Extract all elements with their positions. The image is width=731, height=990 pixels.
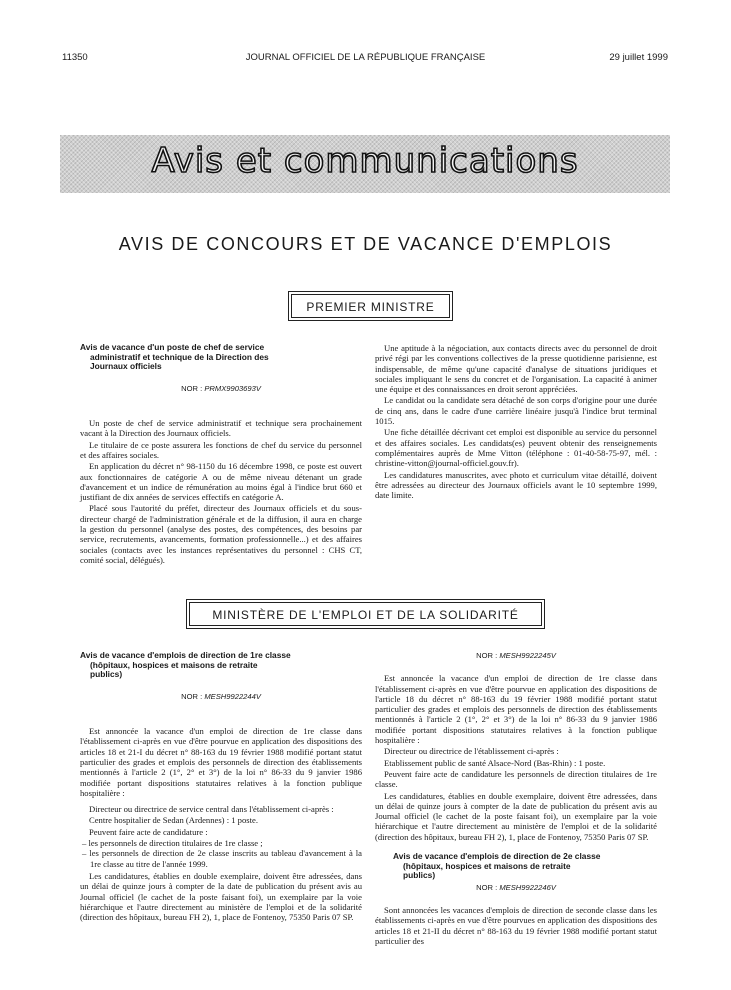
title-line: publics) [90, 669, 123, 680]
journal-title: JOURNAL OFFICIEL DE LA RÉPUBLIQUE FRANÇAISE [245, 52, 486, 63]
paragraph: Est annoncée la vacance d'un emploi de direction de 1re classe dans l'établissement ci-après en vue d'être pourvue en application des dispositions des articles 18 et 21-I du décret n° 88-163 du 19 février 1988 modifié portant statut particulier des grades et emplois des personnels de direction des établissements mentionnés à l'article 2 (1°, 2° et 3°) de la loi n° 86-33 du 9 janvier 1986 modifiée portant dispositions statutaires relatives à la fonction publique hospitalière : [80, 726, 362, 798]
banner [60, 135, 670, 193]
list-item: – les personnels de direction de 2e classe inscrits au tableau d'avancement à la 1re classe au titre de l'année 1999. [82, 848, 362, 869]
bullet-list [80, 838, 362, 869]
banner-title: Avis et communications [151, 141, 579, 181]
paragraph: Peuvent faire acte de candidature les personnels de direction titulaires de 1re classe. [375, 768, 657, 790]
paragraph: Les candidatures, établies en double exemplaire, doivent être adressées, dans un délai de quinze jours à compter de la date de publication du présent avis au Journal officiel (le cachet de la poste faisant foi), un exemplaire par la voie hiérarchique et l'autre directement au ministère de l'emploi et de la solidarité (direction des hôpitaux, bureau FH 2), 1, place de Fontenoy, 75350 Paris 07 SP. [80, 870, 362, 923]
section-title: AVIS DE CONCOURS ET DE VACANCE D'EMPLOIS [118, 234, 613, 254]
title-line: publics) [403, 870, 436, 881]
nor-reference: NOR : MESH9922244V [181, 691, 261, 701]
paragraph: Etablissement public de santé Alsace-Nord (Bas-Rhin) : 1 poste. [384, 757, 606, 768]
nor-code: MESH9922245V [499, 651, 556, 660]
nor-code: MESH9922246V [499, 882, 556, 892]
title-line: Avis de vacance d'emplois de direction de 2e classe [393, 851, 601, 862]
ministry-label: PREMIER MINISTRE [306, 300, 435, 314]
ministry-heading-emploi-solidarite [189, 602, 542, 626]
article-title [80, 651, 362, 680]
title-line: Journaux officiels [90, 361, 162, 372]
paragraph: Peuvent faire acte de candidature : [89, 826, 208, 837]
nor-reference: NOR : MESH9922245V [476, 651, 556, 660]
paragraph: Le candidat ou la candidate sera détaché de son corps d'origine pour une durée de cinq ans, dans le cadre d'une carrière linéaire jusqu'à l'indice brut terminal 1015. [375, 395, 657, 427]
paragraph: Une aptitude à la négociation, aux contacts directs avec du personnel de droit privé régi par les conventions collectives de la presse quotidienne parisienne, est indispensable, de même qu'une capacité d'analyse de situations juridiques et sociales impliquant le sens du concret et de l'organisation. La capacité à animer une équipe et des connaissances en droit seront appréciées. [375, 343, 657, 395]
paragraph: Centre hospitalier de Sedan (Ardennes) : 1 poste. [89, 815, 258, 826]
paragraph: Les candidatures manuscrites, avec photo et curriculum vitae détaillé, doivent être adressées au directeur des Journaux officiels avant le 10 septembre 1999, date limite. [375, 469, 657, 501]
paragraph: Placé sous l'autorité du préfet, directeur des Journaux officiels et du sous-directeur chargé de l'administration générale et de la diffusion, il aura en charge la gestion du personnel (analyse des postes, des compétences, des besoins par service, recrutements, avancements, formation professionnelle...) et des affaires sociales (contacts avec les instances représentatives du personnel : CHS CT, comité social, délégués). [80, 503, 362, 565]
ministry-label: MINISTÈRE DE L'EMPLOI ET DE LA SOLIDARITÉ [212, 608, 519, 622]
article-column [375, 343, 657, 501]
title-line: (hôpitaux, hospices et maisons de retraite [90, 659, 258, 670]
paragraph: Les candidatures, établies en double exemplaire, doivent être adressées, dans un délai de quinze jours à compter de la date de publication du présent avis au Journal officiel (le cachet de la poste faisant foi), un exemplaire par la voie hiérarchique et l'autre directement au ministère de l'emploi et de la solidarité (direction des hôpitaux, bureau FH 2), 1, place de Fontenoy, 75350 Paris 07 SP. [375, 790, 657, 842]
paragraph: Un poste de chef de service administratif et technique sera prochainement vacant à la Direction des Journaux officiels. [80, 418, 362, 439]
paragraph: En application du décret n° 98-1150 du 16 décembre 1998, ce poste est ouvert aux fonctionnaires de catégorie A ou de même niveau détenant un grade d'avancement et un indice de rémunération au moins égal à l'indice brut 660 et justifiant de dix années de services effectifs en catégorie A. [80, 461, 362, 503]
header-date: 29 juillet 1999 [609, 52, 668, 63]
article-column [375, 651, 657, 947]
paragraph: Directeur ou directrice de l'établissement ci-après : [384, 746, 559, 757]
nor-reference: NOR : MESH9922246V [476, 882, 556, 892]
page-number: 11350 [62, 52, 88, 63]
list-item: – les personnels de direction titulaires de 1re classe ; [82, 838, 263, 849]
title-line: Avis de vacance d'un poste de chef de service [80, 342, 265, 352]
article-title [375, 852, 657, 881]
title-line: administratif et technique de la Direction des [90, 351, 269, 362]
paragraph: Le titulaire de ce poste assurera les fonctions de chef du service du personnel et des affaires sociales. [80, 439, 362, 460]
article-column [80, 343, 362, 566]
paragraph: Est annoncée la vacance d'un emploi de direction de 1re classe dans l'établissement ci-après en vue d'être pourvue en application des dispositions de l'article 18 du décret n° 88-163 du 19 février 1988 modifié portant statut particulier des grades et emplois des personnels de direction des établissements mentionnés à l'article 2 (1°, 2° et 3°) de la loi n° 86-33 du 9 janvier 1986 modifiée portant dispositions statutaires relatives à la fonction publique hospitalière : [375, 673, 657, 746]
title-line: (hôpitaux, hospices et maisons de retraite [403, 860, 571, 871]
paragraph: Directeur ou directrice de service central dans l'établissement ci-après : [89, 804, 334, 815]
nor-code: PRMX9903693V [204, 383, 261, 393]
article-column [80, 651, 362, 923]
title-line: Avis de vacance d'emplois de direction de 1re classe [80, 650, 291, 660]
ministry-heading-premier-ministre [291, 294, 450, 318]
paragraph: Sont annoncées les vacances d'emplois de direction de seconde classe dans les établissements ci-après en vue d'être pourvues en application des dispositions des articles 18 et 21-II du décret n° 88-163 du 19 février 1988 modifié portant statut particulier des [375, 905, 657, 947]
nor-code: MESH9922244V [204, 691, 261, 701]
nor-reference: NOR : PRMX9903693V [181, 383, 261, 393]
paragraph: Une fiche détaillée décrivant cet emploi est disponible au service du personnel et des affaires sociales. Les candidats(es) peuvent obtenir des renseignements complémentaires auprès de Mme Vitton (téléphone : 01-40-58-75-97, mél. : christine-vitton@journal-officiel.gouv.fr). [375, 427, 657, 469]
article-title [80, 343, 362, 372]
